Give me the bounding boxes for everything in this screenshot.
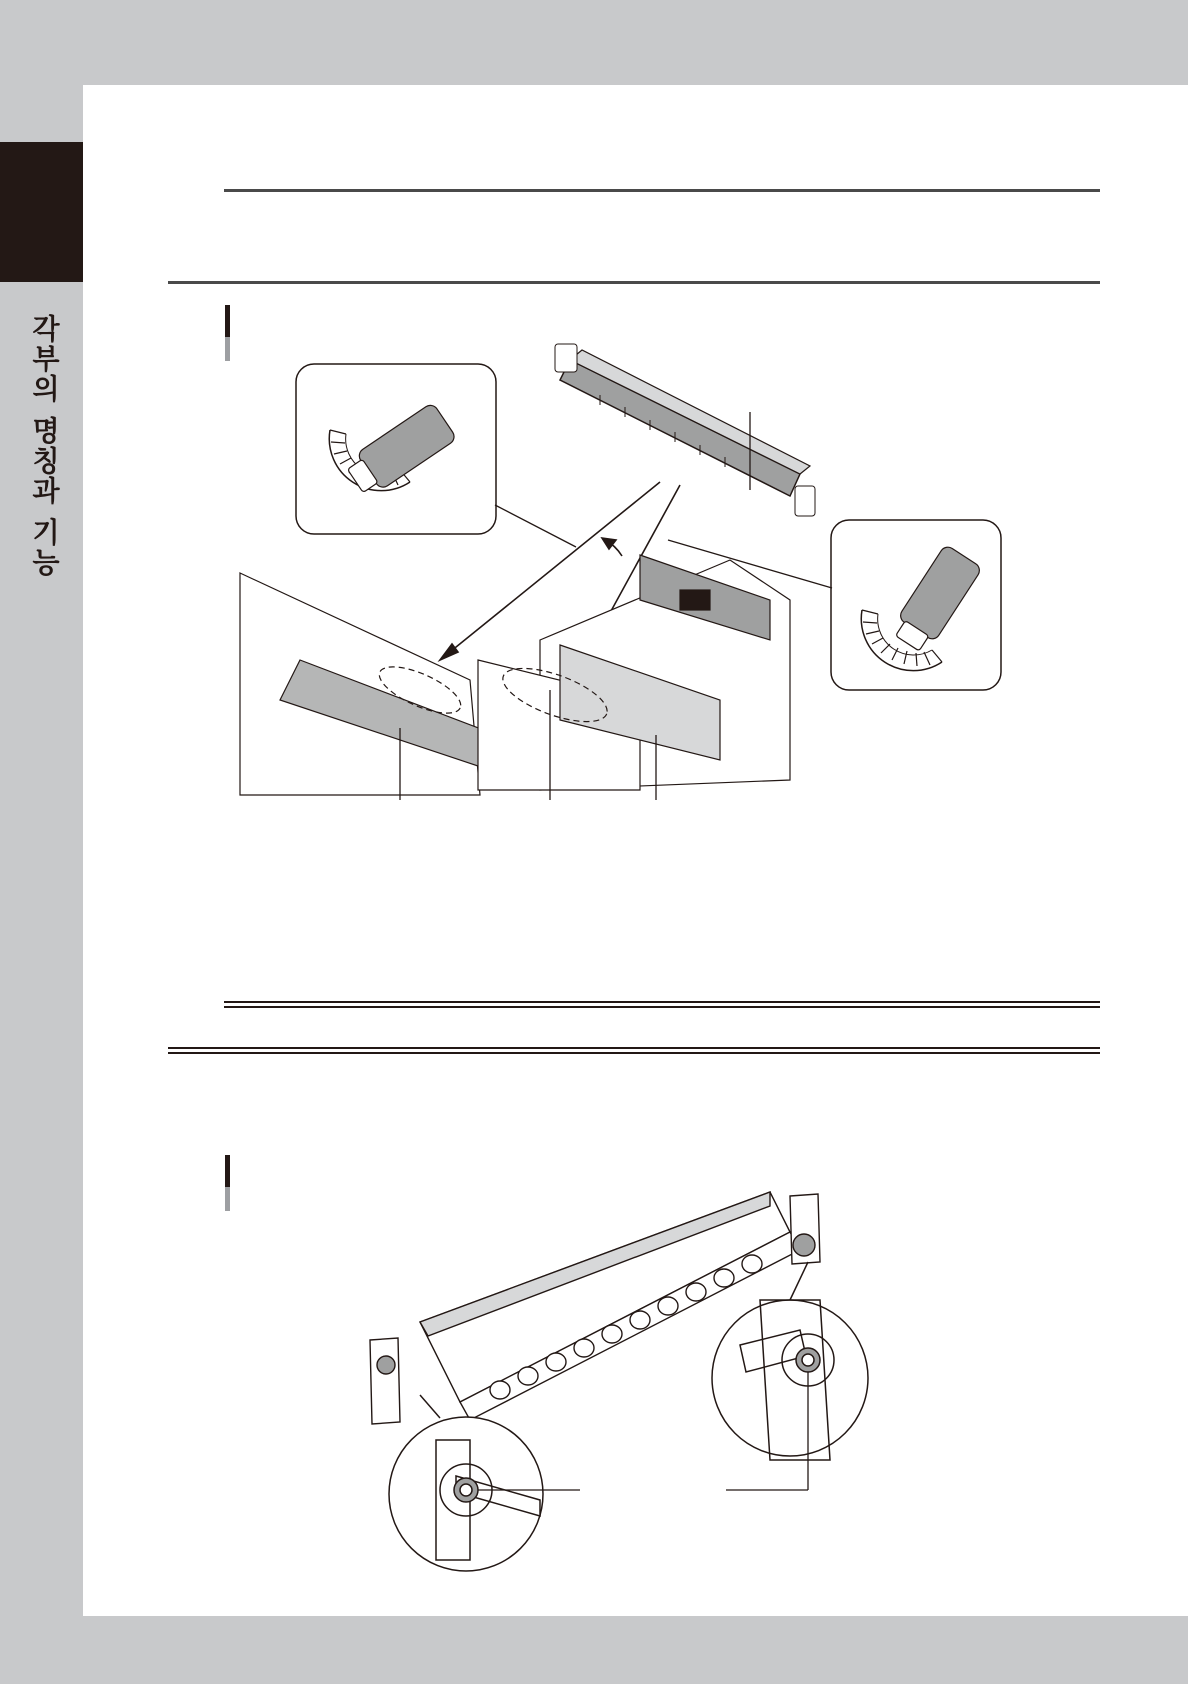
magnified-detail-right <box>712 1262 868 1490</box>
chapter-title: 각부의 명칭과 기능 <box>28 314 61 578</box>
scan-bar-illustration <box>555 344 815 516</box>
printer-body-illustration <box>240 555 790 795</box>
ink-system-overview-illustration <box>240 344 1001 800</box>
magnified-detail-left <box>389 1395 580 1571</box>
zoom-callout-left <box>296 364 576 547</box>
scan-bar-detail-illustration <box>370 1192 868 1571</box>
